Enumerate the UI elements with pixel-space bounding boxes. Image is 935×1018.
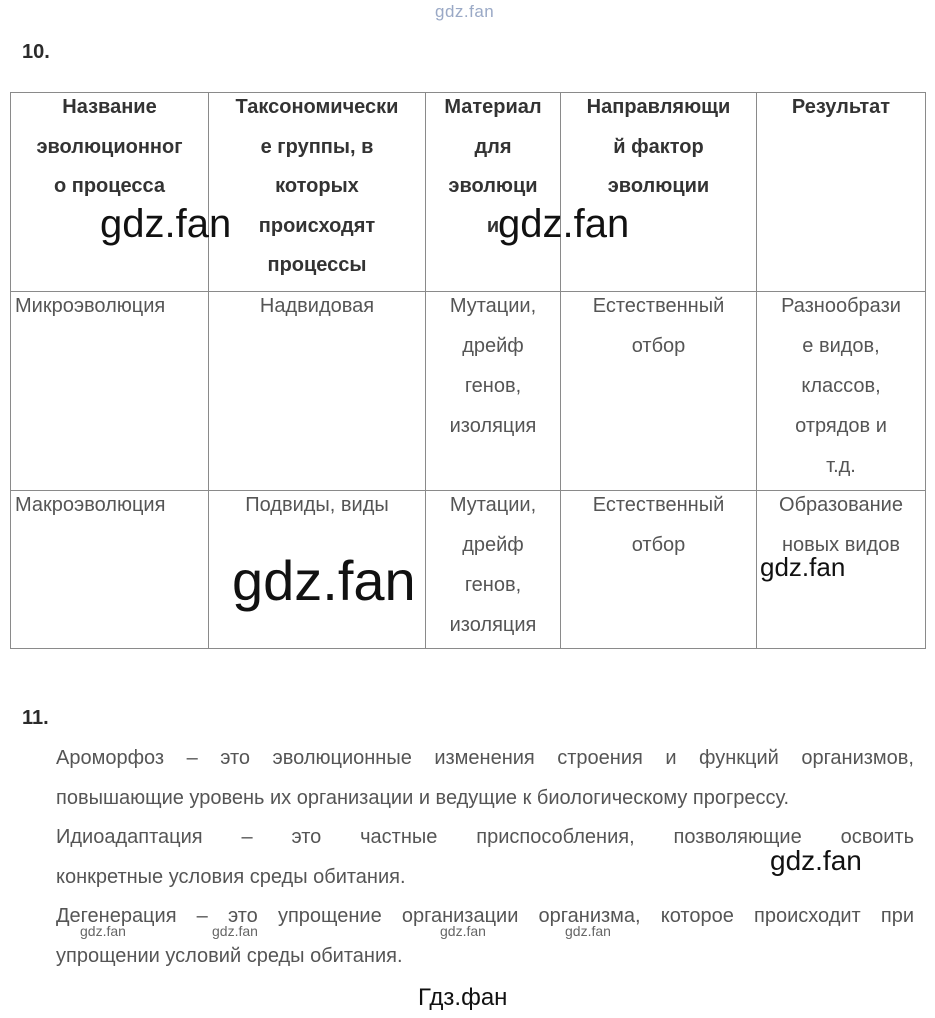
cell-line: Естественный (592, 494, 725, 516)
table-cell (209, 292, 426, 491)
header-line: Таксономически (235, 96, 399, 118)
header-line: для (474, 135, 512, 158)
cell-line: отбор (631, 335, 686, 357)
header-line: о процесса (53, 175, 166, 197)
header-line: происходят (258, 214, 376, 237)
table-cell (426, 491, 561, 649)
table-cell (426, 292, 561, 491)
top-watermark: gdz.fan (435, 2, 495, 21)
watermark: gdz.fan (770, 845, 862, 876)
header-line: процессы (267, 254, 367, 276)
footer-watermark: Гдз.фан (418, 984, 508, 1011)
cell-line: классов, (801, 375, 881, 397)
table-cell (561, 292, 757, 491)
cell-line: Подвиды, виды (245, 494, 389, 516)
table-cell (757, 292, 926, 491)
header-line: эволюции (607, 175, 710, 197)
header-line: й фактор (613, 135, 704, 158)
cell-line: т.д. (826, 455, 856, 477)
cell-line: отбор (631, 534, 686, 556)
header-line: и (486, 214, 500, 237)
table-row (11, 292, 926, 491)
cell-line: генов, (464, 574, 522, 596)
question-11-number: 11. (22, 707, 49, 729)
header-line: которых (275, 175, 359, 197)
cell-line: Разнообрази (781, 295, 901, 317)
header-cell (561, 93, 757, 292)
header-line: Результат (791, 96, 891, 118)
question-10-number: 10. (22, 41, 50, 63)
table-header-row (11, 93, 926, 292)
cell-line: изоляция (449, 415, 537, 437)
header-line: эволюционног (36, 135, 183, 158)
header-cell (426, 93, 561, 292)
watermark: gdz.fan (760, 552, 846, 582)
paragraph-line: повышающие уровень их организации и ведущие к биологическому прогрессу. (56, 787, 790, 809)
paragraph-line: Идиоадаптация – это частные приспособления, позволяющие освоить (56, 826, 914, 848)
paragraph-line: упрощении условий среды обитания. (56, 945, 403, 967)
paragraph-line: Ароморфоз – это эволюционные изменения строения и функций организмов, (56, 747, 914, 769)
paragraph-aromorphosis (56, 738, 914, 818)
cell-line: е видов, (802, 335, 880, 357)
cell-line: дрейф (462, 534, 524, 556)
header-line: Название (62, 96, 157, 118)
cell-line: генов, (464, 375, 522, 397)
watermark: gdz.fan (565, 923, 611, 939)
cell-line: Надвидовая (259, 295, 375, 317)
header-cell (209, 93, 426, 292)
watermark: gdz.fan (80, 923, 126, 939)
paragraph-line: Дегенерация – это упрощение организации организма, которое происходит при (56, 905, 914, 927)
watermark: gdz.fan (100, 202, 232, 246)
watermark: gdz.fan (440, 923, 486, 939)
cell-line: Образование (779, 494, 903, 516)
table-cell (561, 491, 757, 649)
paragraph-line: конкретные условия среды обитания. (56, 866, 406, 888)
header-cell (757, 93, 926, 292)
cell-line: Мутации, (449, 295, 537, 317)
header-line: Направляющи (586, 96, 731, 118)
watermark: gdz.fan (498, 202, 630, 246)
cell-line: дрейф (462, 335, 524, 357)
header-line: эволюци (448, 175, 538, 197)
cell-line: Макроэволюция (15, 494, 166, 516)
header-line: Материал (444, 96, 542, 118)
watermark: gdz.fan (212, 923, 258, 939)
cell-line: изоляция (449, 614, 537, 636)
table-cell (11, 491, 209, 649)
header-line: е группы, в (260, 135, 374, 158)
watermark: gdz.fan (232, 549, 416, 612)
cell-line: новых видов (782, 534, 900, 556)
cell-line: Микроэволюция (15, 295, 166, 317)
cell-line: Естественный (592, 295, 725, 317)
cell-line: отрядов и (795, 415, 887, 437)
table-cell (11, 292, 209, 491)
cell-line: Мутации, (449, 494, 537, 516)
header-cell (11, 93, 209, 292)
